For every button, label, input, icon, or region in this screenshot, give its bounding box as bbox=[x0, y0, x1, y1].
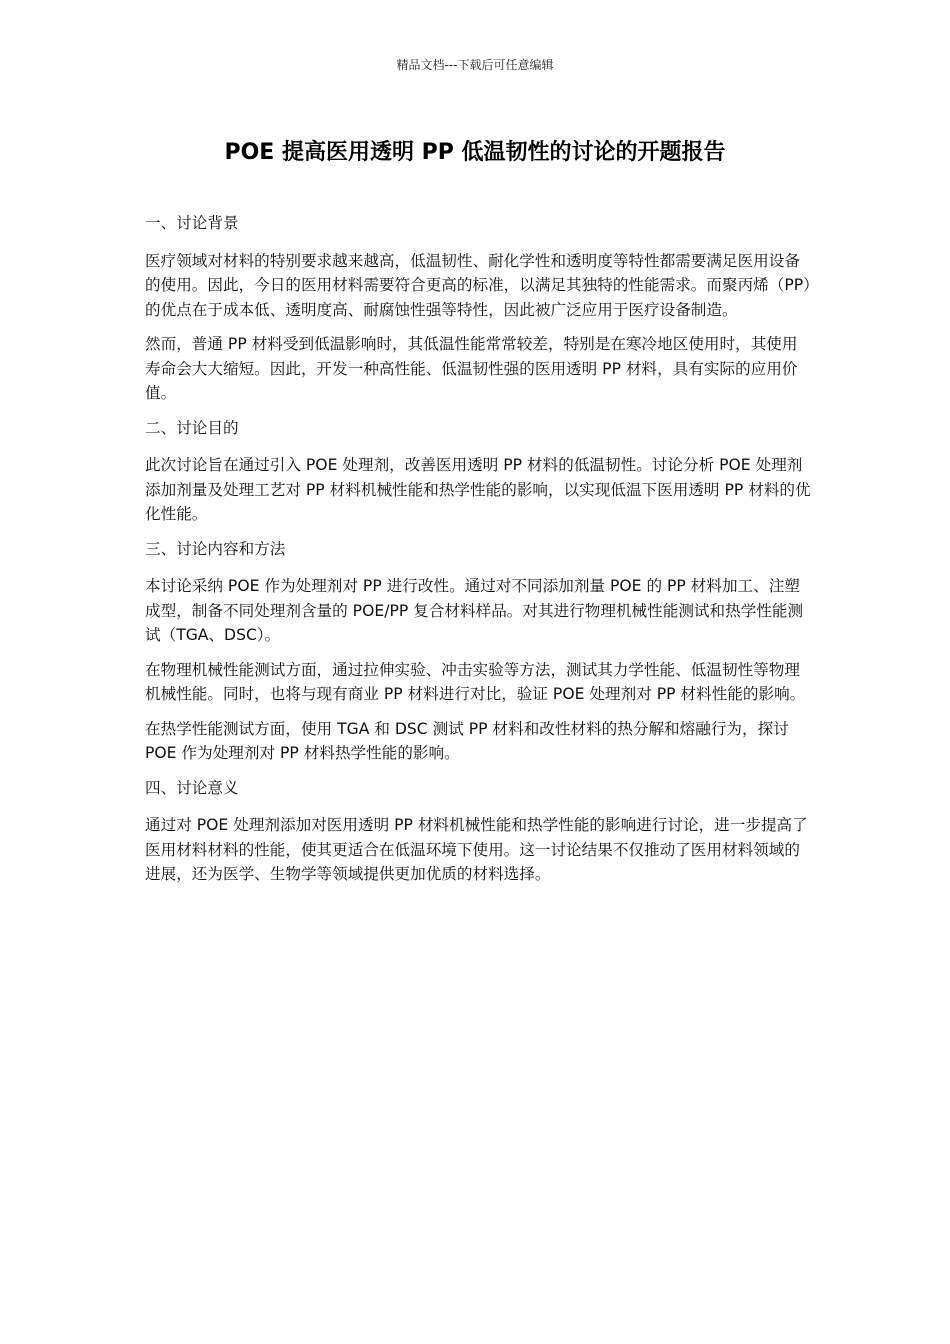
section-heading: 二、讨论目的 bbox=[145, 418, 239, 437]
section-heading: 一、讨论背景 bbox=[145, 214, 239, 232]
document-body bbox=[145, 211, 813, 897]
page-header-note: 精品文档---下载后可任意编辑 bbox=[396, 58, 554, 72]
document-title: POE 提高医用透明 PP 低温韧性的讨论的开题报告 bbox=[224, 140, 726, 165]
paragraph: 本讨论采纳 POE 作为处理剂对 PP 进行改性。通过对不同添加剂量 POE 的 PP 材料加工、注塑成型，制备不同处理剂含量的 POE/PP 复合材料样品。对其进行物理机械性能测试和热学性能测试（TGA、DSC）。 bbox=[145, 577, 804, 644]
paragraph: 医疗领域对材料的特别要求越来越高，低温韧性、耐化学性和透明度等特性都需要满足医用设备的使用。因此，今日的医用材料需要符合更高的标准，以满足其独特的性能需求。而聚丙烯（PP）的优点在于成本低、透明度高、耐腐蚀性强等特性，因此被广泛应用于医疗设备制造。 bbox=[145, 251, 811, 319]
paragraph: 通过对 POE 处理剂添加对医用透明 PP 材料机械性能和热学性能的影响进行讨论，进一步提高了医用材料材料的性能，使其更适合在低温环境下使用。这一讨论结果不仅推动了医用材料领域的进展，还为医学、生物学等领域提供更加优质的材料选择。 bbox=[145, 816, 808, 883]
section-heading: 三、讨论内容和方法 bbox=[145, 539, 286, 558]
paragraph: 此次讨论旨在通过引入 POE 处理剂，改善医用透明 PP 材料的低温韧性。讨论分析 POE 处理剂添加剂量及处理工艺对 PP 材料机械性能和热学性能的影响，以实现低温下医用透明 PP 材料的优化性能。 bbox=[145, 456, 811, 523]
paragraph: 在物理机械性能测试方面，通过拉伸实验、冲击实验等方法，测试其力学性能、低温韧性等物理机械性能。同时，也将与现有商业 PP 材料进行对比，验证 POE 处理剂对 PP 材料性能的影响。 bbox=[145, 660, 806, 703]
section-heading: 四、讨论意义 bbox=[145, 778, 239, 797]
section-purpose bbox=[145, 416, 813, 527]
section-background bbox=[145, 211, 813, 406]
section-content-methods bbox=[145, 537, 813, 766]
section-significance bbox=[145, 776, 813, 887]
paragraph: 然而，普通 PP 材料受到低温影响时，其低温性能常常较差，特别是在寒冷地区使用时，其使用寿命会大大缩短。因此，开发一种高性能、低温韧性强的医用透明 PP 材料，具有实际的应用价值。 bbox=[145, 335, 798, 402]
paragraph: 在热学性能测试方面，使用 TGA 和 DSC 测试 PP 材料和改性材料的热分解和熔融行为，探讨 POE 作为处理剂对 PP 材料热学性能的影响。 bbox=[145, 719, 789, 762]
